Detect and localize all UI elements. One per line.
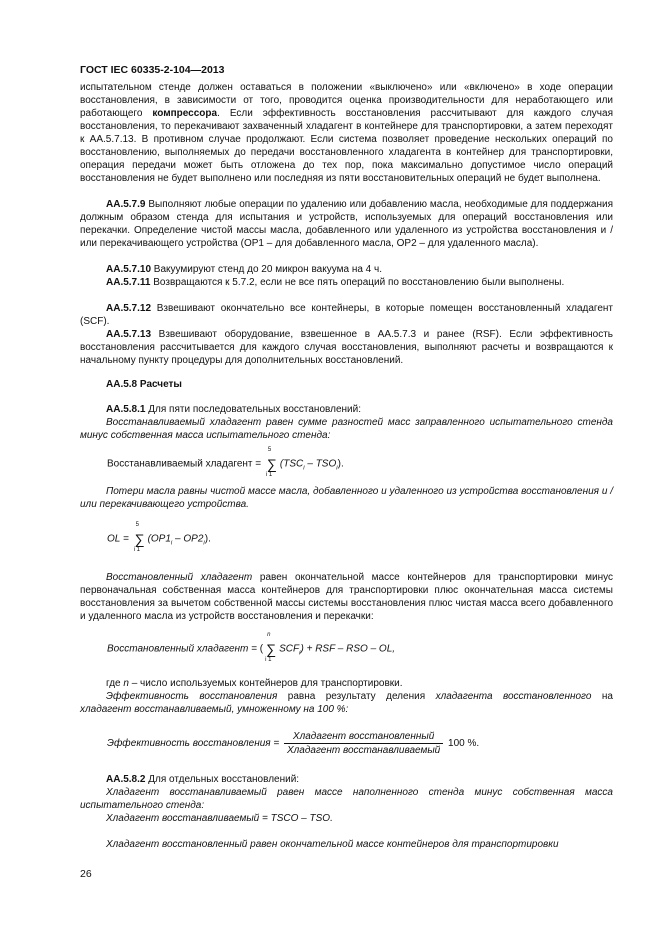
paragraph-recovery-efficiency: Эффективность восстановления равна результату деления хладагента восстановленного на хладагент восстанавливаемый, умноженному на 100 %:	[80, 691, 613, 715]
sum-symbol: ∑ 5 i 1	[133, 522, 145, 553]
paragraph-oil-loss: Потери масла равны чистой массе масла, добавленного и удаленного из устройства восстановления и / или перекачивающего устройства.	[80, 486, 613, 510]
fraction: $\frac{\text{Хладагент восстановленный}}{\text{Хладагент восстанавливаемый}}$	[284, 731, 443, 756]
paragraph-recovered-refrigerant: Восстановленный хладагент равен окончательной массе контейнеров для транспортировки минус первоначальная собственная масса контейнеров для транспортировки плюс окончательная масса системы восстановления за вычетом собственной массы системы восстановления плюс чистая масса всего добавленного и удаленного масла из устройств восстановления и перекачки:	[80, 572, 614, 622]
document-header: ГОСТ IEC 60335-2-104—2013	[80, 64, 225, 76]
sum-symbol: ∑ n i 1	[265, 632, 277, 663]
sum-symbol: ∑ 5 i 1	[265, 447, 277, 478]
clause-aa-5-7-11: АА.5.7.11 Возвращаются к 5.7.2, если не все пять операций по восстановлению были выполнены.	[106, 277, 565, 288]
formula-recovery-efficiency: Эффективность восстановления = $\frac{\text{Хладагент восстановленный}}{\text{Хладагент восстанавливаемый}}$ 100 %.	[107, 731, 480, 756]
paragraph-continuation: испытательном стенде должен оставаться в положении «выключено» или «включено» в ходе операции восстановления, в зависимости от того, проводится оценка производительности для неработающего или работающего компрессора. Если эффективность восстановления рассчитывают для каждого случая восстановления, то перекачивают захваченный хладагент в контейнере для транспортировки, а затем переходят к АА.5.7.13. В противном случае продолжают. Если система позволяет проведение нескольких операций по восстановлению, выполняемых до передачи восстановленного хладагента в контейнер для транспортировки, операция передачи может быть отложена до тех пор, пока максимально допустимое число операций восстановления не будет выполнено или последняя из пяти восстановительных операций не будет выполнена.	[80, 82, 613, 184]
clause-aa-5-7-12: АА.5.7.12 Взвешивают окончательно все контейнеры, в которые помещен восстановленный хладагент (SCF).	[80, 303, 613, 327]
clause-aa-5-7-9: АА.5.7.9 Выполняют любые операции по удалению или добавлению масла, необходимые для поддержания должным образом стенда для испытания и устройств, используемых для операций восстановления или перекачки. Определение чистой массы масла, добавленного или удаленного из устройства восстановления и / или перекачивающего устройства (OP1 – для добавленного масла, OP2 – для удаленного масла).	[80, 199, 613, 249]
formula-recovered-refrigerant: Восстановленный хладагент = ( ∑ n i 1 $SCF_i$) + RSF – RSO – OL,	[107, 632, 396, 663]
section-heading-aa-5-8: АА.5.8 Расчеты	[106, 379, 182, 390]
formula-refrigerant-recoverable: Восстанавливаемый хладагент = ∑ 5 i 1 $(TSC_i - TSO_i)$.	[107, 447, 344, 478]
paragraph-refrigerant-recovered-single: Хладагент восстановленный равен окончательной массе контейнеров для транспортировки	[106, 839, 559, 850]
clause-aa-5-8-1: АА.5.8.1 Для пяти последовательных восстановлений: Восстанавливаемый хладагент равен сумме разностей масс заправленного испытательного стенда минус собственная масса испытательного стенда:	[80, 404, 613, 441]
page-number: 26	[80, 868, 92, 880]
clause-aa-5-7-13: АА.5.7.13 Взвешивают оборудование, взвешенное в АА.5.7.3 и ранее (RSF). Если эффективность восстановления рассчитывается для каждого случая восстановления, выполняют расчеты и возвращаются к начальному пункту процедуры для дополнительных восстановлений.	[80, 329, 613, 366]
formula-oil-loss: OL = ∑ 5 i 1 $(OP1_i - OP2_i)$.	[107, 522, 211, 553]
paragraph-where-n: где n – число используемых контейнеров для транспортировки.	[106, 678, 403, 689]
clause-aa-5-7-10: АА.5.7.10 Вакуумируют стенд до 20 микрон вакуума на 4 ч.	[106, 264, 383, 275]
clause-aa-5-8-2: АА.5.8.2 Для отдельных восстановлений: Хладагент восстанавливаемый равен массе наполненного стенда минус собственная масса испытательного стенда: Хладагент восстанавливаемый = TSCO – TSO.	[80, 774, 613, 824]
